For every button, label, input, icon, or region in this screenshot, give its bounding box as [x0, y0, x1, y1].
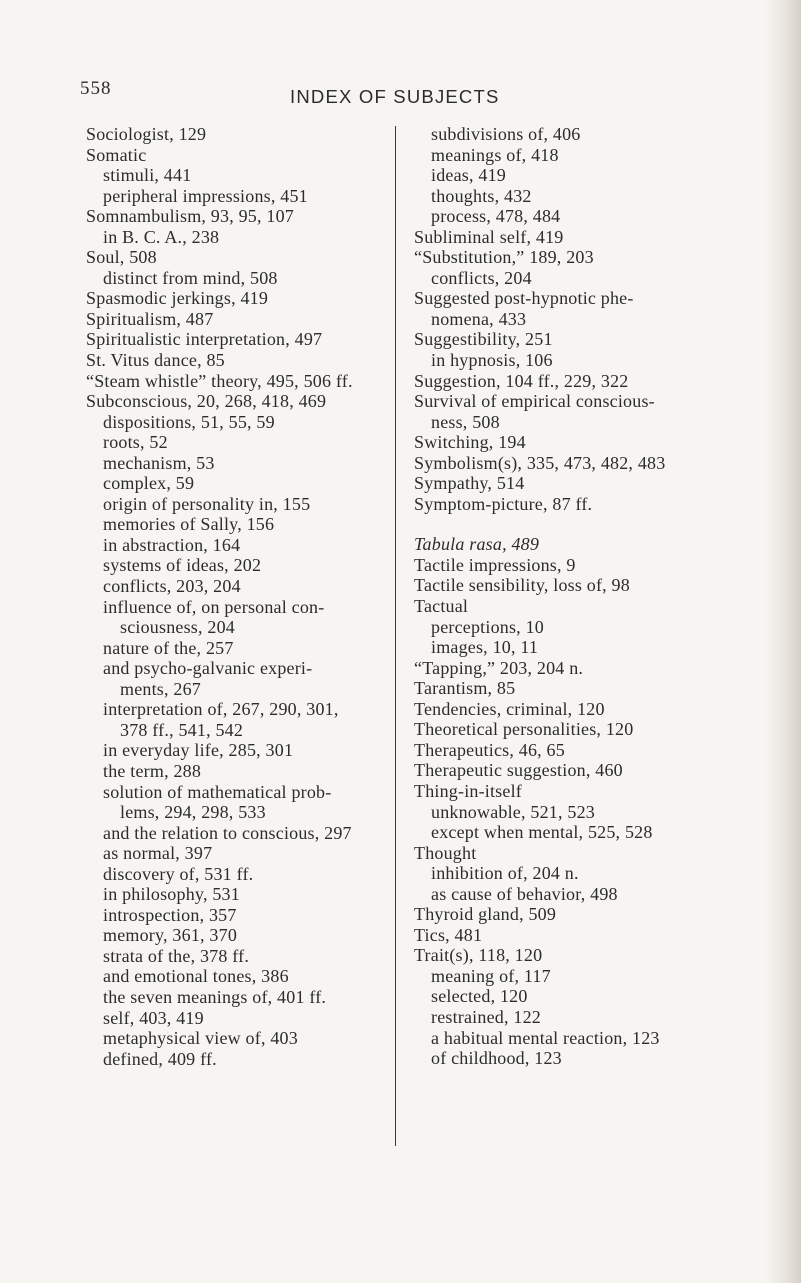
index-subentry-text: influence of, on personal con- — [103, 596, 325, 617]
index-entry: Suggested post-hypnotic phe- — [414, 288, 634, 309]
index-entry: Spasmodic jerkings, 419 — [86, 288, 269, 309]
index-entry: Tarantism, 85 — [414, 678, 516, 699]
index-entry: Tactual — [414, 596, 469, 617]
index-entry: Suggestion, 104 ff., 229, 322 — [414, 370, 629, 391]
index-subentry: conflicts, 204 — [431, 267, 532, 288]
index-subentry: origin of personality in, 155 — [103, 493, 311, 514]
index-entry: Spiritualistic interpretation, 497 — [86, 329, 323, 350]
index-subentry: restrained, 122 — [431, 1006, 541, 1027]
running-head: INDEX OF SUBJECTS — [290, 86, 500, 107]
index-subentry: self, 403, 419 — [103, 1007, 204, 1028]
index-subentry: peripheral impressions, 451 — [103, 185, 308, 206]
column-divider — [395, 126, 396, 1146]
index-subentry: selected, 120 — [431, 986, 528, 1007]
index-subentry: in abstraction, 164 — [103, 534, 241, 555]
index-entry: Thought — [414, 842, 477, 863]
index-subentry: images, 10, 11 — [431, 637, 539, 658]
index-entry: “Substitution,” 189, 203 — [414, 247, 594, 268]
index-entry: Suggestibility, 251 — [414, 329, 553, 350]
index-subentry: meaning of, 117 — [431, 965, 551, 986]
index-continuation: sciousness, 204 — [120, 617, 235, 638]
index-subentry: memories of Sally, 156 — [103, 514, 275, 535]
index-continuation: 378 ff., 541, 542 — [120, 719, 244, 740]
index-entry: Soul, 508 — [86, 247, 157, 268]
index-subentry: a habitual mental reaction, 123 — [431, 1027, 660, 1048]
index-entry: Thing-in-itself — [414, 780, 522, 801]
letter-group-gap — [414, 514, 764, 534]
index-subentry: discovery of, 531 ff. — [103, 863, 254, 884]
index-entry: Subconscious, 20, 268, 418, 469 — [86, 391, 327, 412]
index-subentry: and the relation to conscious, 297 — [103, 822, 352, 843]
index-subentry: the term, 288 — [103, 760, 202, 781]
index-subentry: complex, 59 — [103, 473, 195, 494]
index-subentry: solution of mathematical prob- — [103, 781, 332, 802]
index-entry: “Steam whistle” theory, 495, 506 ff. — [86, 370, 353, 391]
index-entry: Somnambulism, 93, 95, 107 — [86, 206, 295, 227]
index-subentry: in everyday life, 285, 301 — [103, 740, 294, 761]
index-entry — [414, 534, 764, 555]
index-subentry: defined, 409 ff. — [103, 1048, 217, 1069]
index-entry: Tactile sensibility, loss of, 98 — [414, 575, 630, 596]
index-subentry: stimuli, 441 — [103, 165, 192, 186]
index-subentry: mechanism, 53 — [103, 452, 215, 473]
index-entry: Thyroid gland, 509 — [414, 904, 557, 925]
index-entry-text: Tabula rasa, 489 — [414, 534, 540, 555]
index-subentry: distinct from mind, 508 — [103, 267, 278, 288]
index-subentry: systems of ideas, 202 — [103, 555, 262, 576]
index-subentry: perceptions, 10 — [431, 616, 544, 637]
index-entry: “Tapping,” 203, 204 n. — [414, 657, 584, 678]
index-subentry: in hypnosis, 106 — [431, 350, 553, 371]
index-entry: Somatic — [86, 144, 147, 165]
index-subentry: except when mental, 525, 528 — [431, 822, 653, 843]
index-entry: Spiritualism, 487 — [86, 308, 214, 329]
index-continuation: ness, 508 — [431, 411, 500, 432]
index-subentry: meanings of, 418 — [431, 144, 559, 165]
index-subentry — [86, 597, 378, 618]
index-subentry: in philosophy, 531 — [103, 884, 240, 905]
index-entry: Tics, 481 — [414, 924, 483, 945]
index-entry: Sociologist, 129 — [86, 124, 207, 144]
index-continuation: ments, 267 — [120, 678, 201, 699]
index-continuation: nomena, 433 — [431, 308, 527, 329]
index-entry: Tactile impressions, 9 — [414, 554, 576, 575]
index-continuation: lems, 294, 298, 533 — [120, 802, 266, 823]
index-entry: Symptom-picture, 87 ff. — [414, 493, 593, 514]
index-subentry: as normal, 397 — [103, 843, 213, 864]
index-subentry: metaphysical view of, 403 — [103, 1028, 298, 1049]
index-column-right — [414, 124, 764, 1069]
index-subentry: process, 478, 484 — [431, 206, 561, 227]
index-subentry: as cause of behavior, 498 — [431, 883, 618, 904]
index-entry: Tendencies, criminal, 120 — [414, 698, 605, 719]
index-entry: Therapeutic suggestion, 460 — [414, 760, 623, 781]
index-entry: St. Vitus dance, 85 — [86, 350, 225, 371]
index-subentry: nature of the, 257 — [103, 637, 234, 658]
index-subentry: in B. C. A., 238 — [103, 226, 220, 247]
index-subentry: interpretation of, 267, 290, 301, — [103, 699, 339, 720]
index-subentry: introspection, 357 — [103, 904, 237, 925]
index-entry: Subliminal self, 419 — [414, 226, 564, 247]
index-entry: Symbolism(s), 335, 473, 482, 483 — [414, 452, 666, 473]
index-subentry: memory, 361, 370 — [103, 925, 238, 946]
index-subentry: thoughts, 432 — [431, 185, 532, 206]
index-subentry: and psycho-galvanic experi- — [103, 658, 313, 679]
index-subentry: conflicts, 203, 204 — [103, 576, 241, 597]
index-entry: Theoretical personalities, 120 — [414, 719, 634, 740]
index-entry: Therapeutics, 46, 65 — [414, 739, 565, 760]
index-subentry: subdivisions of, 406 — [431, 124, 581, 144]
index-entry: Survival of empirical conscious- — [414, 391, 655, 412]
page-edge-shadow — [765, 0, 801, 1283]
index-subentry: roots, 52 — [103, 432, 168, 453]
index-entry: Trait(s), 118, 120 — [414, 945, 543, 966]
index-subentry: inhibition of, 204 n. — [431, 863, 579, 884]
index-entry: Sympathy, 514 — [414, 473, 525, 494]
index-subentry: unknowable, 521, 523 — [431, 801, 595, 822]
page-number: 558 — [80, 78, 112, 99]
index-column-left — [86, 124, 378, 1069]
index-entry: Switching, 194 — [414, 432, 526, 453]
index-subentry: of childhood, 123 — [431, 1048, 562, 1069]
index-subentry: strata of the, 378 ff. — [103, 945, 250, 966]
index-subentry: ideas, 419 — [431, 165, 506, 186]
index-subentry: and emotional tones, 386 — [103, 966, 289, 987]
index-subentry: the seven meanings of, 401 ff. — [103, 986, 327, 1007]
index-subentry: dispositions, 51, 55, 59 — [103, 411, 275, 432]
